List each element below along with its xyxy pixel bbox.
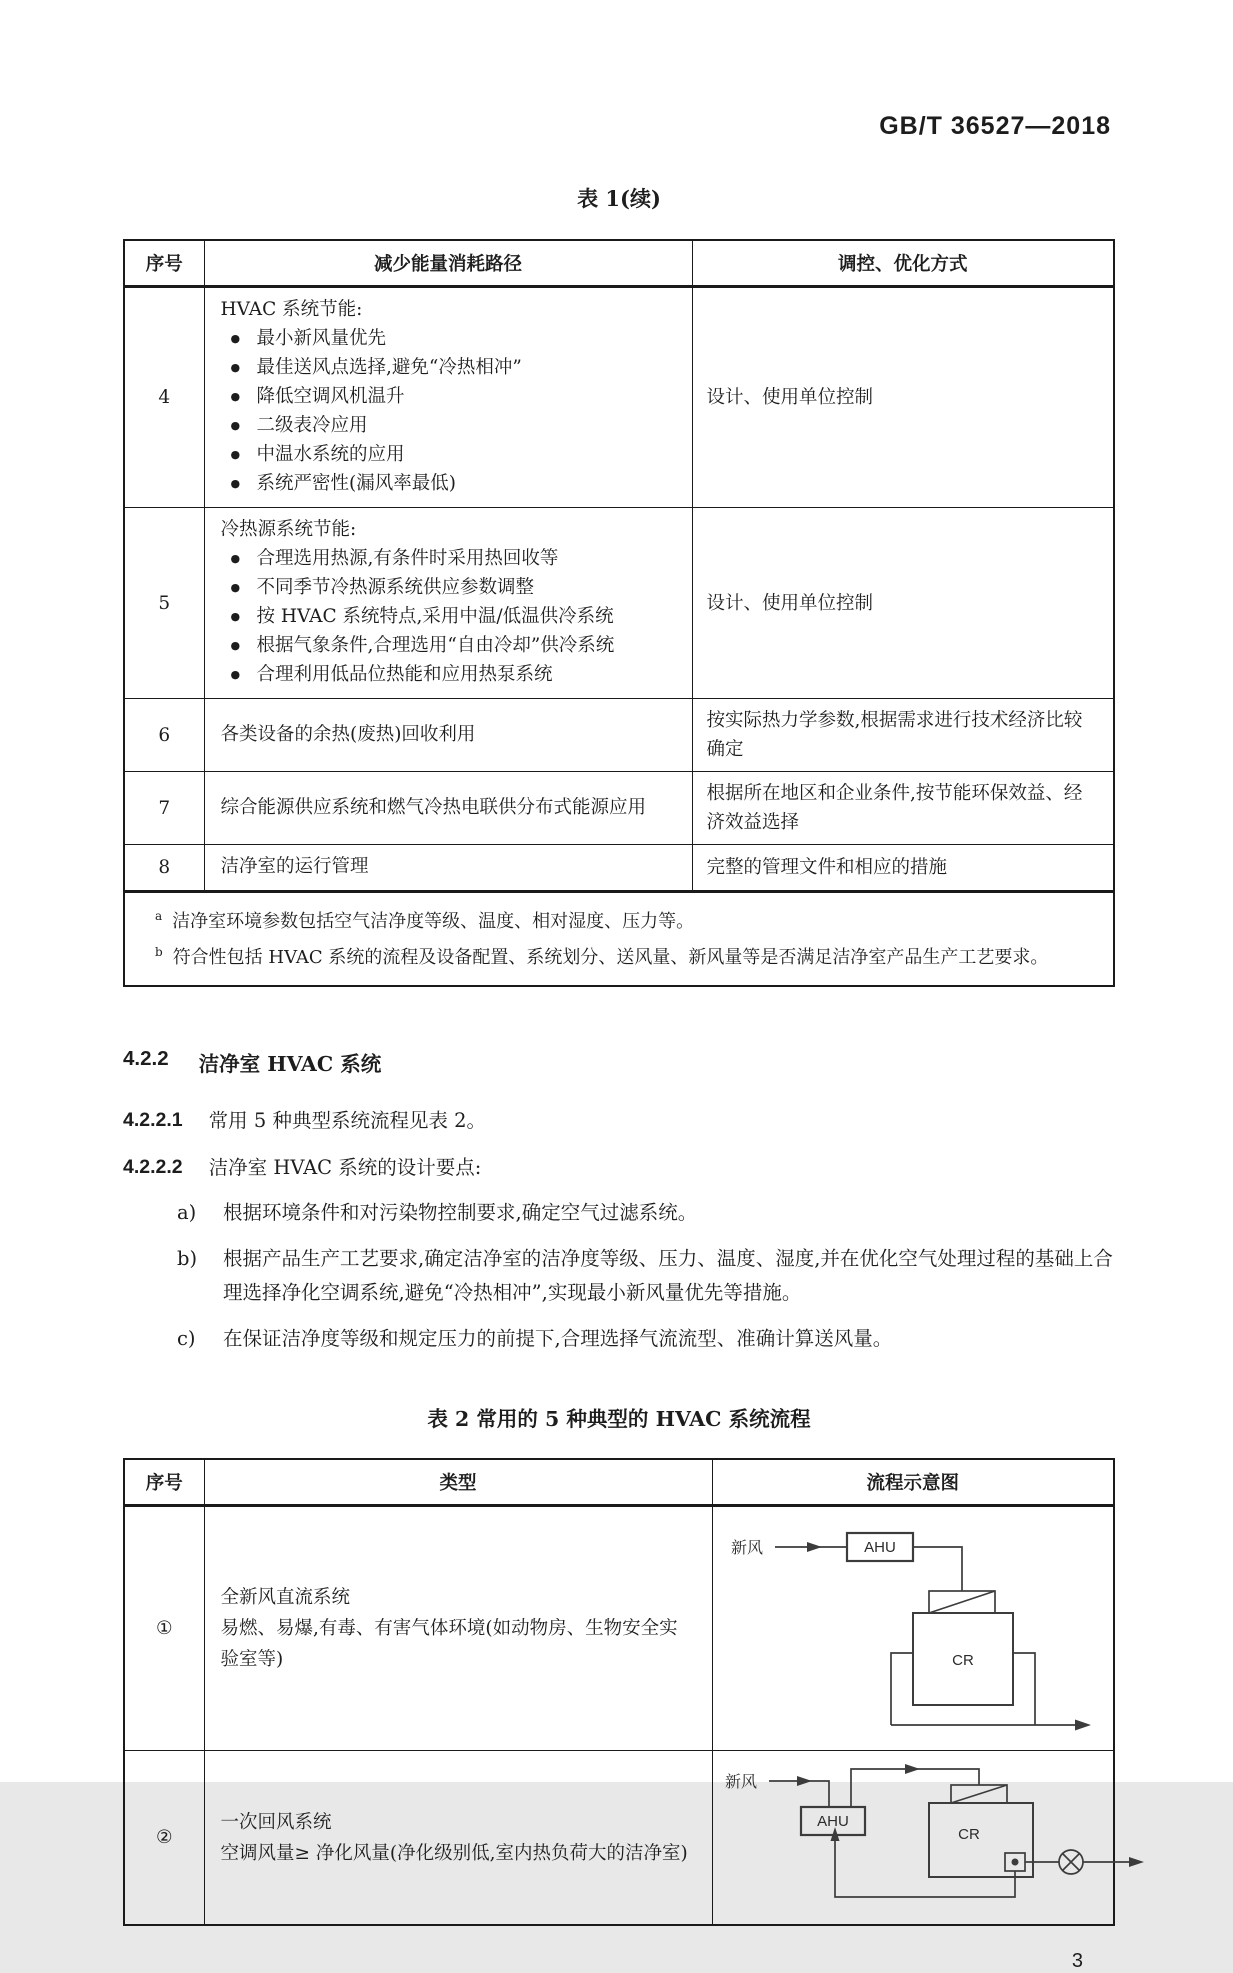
row-type-cell [204,1506,712,1751]
bullet-item [221,382,678,411]
bullet-icon: ● [230,390,241,403]
table1 [123,239,1115,987]
bullet-item [221,469,678,498]
list-marker: c) [177,1327,196,1350]
paragraph-text: 常用 5 种典型系统流程见表 2。 [208,1109,487,1132]
table-row [124,772,1114,845]
bullet-icon: ● [230,361,241,374]
once-through-system-diagram [717,1513,1115,1739]
list-marker: b) [177,1247,198,1270]
bullet-item [221,573,678,602]
row-path-cell: 洁净室的运行管理 [204,845,692,892]
fresh-air-label: 新风 [730,1538,763,1557]
bullet-text: 最小新风量优先 [256,328,387,349]
footnote-marker: a [155,909,163,923]
type-desc: 空调风量≥ 净化风量(净化级别低,室内热负荷大的洁净室) [220,1842,688,1864]
bullet-text: 降低空调风机温升 [256,386,405,407]
section-heading-422 [123,1047,1115,1077]
row-path-cell: 各类设备的余热(废热)回收利用 [204,699,692,772]
bullet-text: 二级表冷应用 [256,415,368,436]
table2 [123,1458,1115,1926]
row-num: 7 [124,772,204,845]
bullet-item [221,631,678,660]
type-desc: 易燃、易爆,有毒、有害气体环境(如动物房、生物安全实验室等) [220,1618,678,1670]
type-title: 全新风直流系统 [220,1587,351,1608]
row-method: 按实际热力学参数,根据需求进行技术经济比较确定 [692,699,1114,772]
row-method: 设计、使用单位控制 [692,508,1114,699]
table2-header-row [124,1459,1114,1506]
paragraph-4221 [123,1104,1115,1137]
paragraph-text: 洁净室 HVAC 系统的设计要点: [208,1156,482,1179]
table1-header-num: 序号 [124,240,204,287]
table2-header-diagram: 流程示意图 [712,1459,1114,1506]
list-item [123,1242,1115,1310]
footnote-a [155,901,1099,937]
type-title: 一次回风系统 [220,1811,332,1833]
list-text: 根据环境条件和对污染物控制要求,确定空气过滤系统。 [223,1201,698,1224]
table2-header-type: 类型 [204,1459,712,1506]
bullet-item [221,544,678,573]
row-num: 6 [124,699,204,772]
cr-label: CR [951,1652,974,1669]
bullet-text: 不同季节冷热源系统供应参数调整 [256,577,535,598]
table1-title: 表 1(续) [577,186,661,211]
bullet-icon: ● [230,332,241,345]
arrow-icon [1129,1857,1144,1867]
list-item [123,1322,1115,1356]
list-text: 根据产品生产工艺要求,确定洁净室的洁净度等级、压力、温度、湿度,并在优化空气处理过程的基础上合理选择净化空调系统,避免“冷热相冲”,实现最小新风量优先等措施。 [223,1247,1113,1304]
bullet-text: 最佳送风点选择,避免“冷热相冲” [256,357,522,378]
table1-header-method: 调控、优化方式 [692,240,1114,287]
arrow-icon [797,1776,812,1786]
footnote-marker: b [155,945,163,959]
bullet-item [221,353,678,382]
bullet-text: 合理选用热源,有条件时采用热回收等 [256,548,559,569]
footnote-row [124,892,1114,987]
table-row [124,699,1114,772]
ahu-label: AHU [816,1813,849,1830]
row-num: 4 [124,287,204,508]
bullet-text: 按 HVAC 系统特点,采用中温/低温供冷系统 [256,606,614,627]
bullet-icon: ● [230,448,241,461]
table-row [124,1506,1114,1751]
row-path-cell [204,508,692,699]
path-title: HVAC 系统节能: [220,299,363,320]
table1-header-path: 减少能量消耗路径 [204,240,692,287]
bullet-text: 合理利用低品位热能和应用热泵系统 [256,664,553,685]
row-num: 5 [124,508,204,699]
footnote-text: 洁净室环境参数包括空气洁净度等级、温度、相对湿度、压力等。 [172,911,695,932]
row-type-cell [204,1751,712,1926]
footnote-cell [124,892,1114,987]
path-title: 冷热源系统节能: [220,519,357,540]
table2-header-num: 序号 [124,1459,204,1506]
footnote-text: 符合性包括 HVAC 系统的流程及设备配置、系统划分、送风量、新风量等是否满足洁净室产品生产工艺要求。 [172,947,1049,968]
section-title: 洁净室 HVAC 系统 [198,1052,382,1076]
arrow-icon [807,1542,822,1552]
arrow-icon [905,1764,920,1774]
primary-return-air-system-diagram [717,1757,1147,1913]
table-row [124,845,1114,892]
bullet-icon: ● [230,610,241,623]
section-number: 4.2.2 [123,1047,169,1070]
bullet-icon: ● [230,419,241,432]
table-row [124,1751,1114,1926]
row-path-cell [204,287,692,508]
fresh-air-label: 新风 [724,1772,757,1791]
flow-diagram-1 [712,1506,1114,1751]
footnote-b [155,937,1099,973]
bullet-item [221,411,678,440]
row-method: 根据所在地区和企业条件,按节能环保效益、经济效益选择 [692,772,1114,845]
bullet-item [221,324,678,353]
table1-header-row [124,240,1114,287]
bullet-text: 根据气象条件,合理选用“自由冷却”供冷系统 [256,635,615,656]
row-method: 设计、使用单位控制 [692,287,1114,508]
row-num: 8 [124,845,204,892]
paragraph-4222 [123,1151,1115,1184]
list-text: 在保证洁净度等级和规定压力的前提下,合理选择气流流型、准确计算送风量。 [223,1327,893,1350]
bullet-icon: ● [230,477,241,490]
bullet-icon: ● [230,552,241,565]
flow-diagram-2 [712,1751,1114,1926]
table-row [124,508,1114,699]
paragraph-number: 4.2.2.1 [123,1109,183,1131]
row-num: ① [124,1506,204,1751]
standard-code: GB/T 36527—2018 [879,112,1111,140]
bullet-icon: ● [230,668,241,681]
arrow-icon [1075,1720,1091,1731]
bullet-icon: ● [230,581,241,594]
cleanroom-box [929,1803,1033,1877]
bullet-icon: ● [230,639,241,652]
list-item [123,1196,1115,1230]
bullet-item [221,440,678,469]
bullet-text: 系统严密性(漏风率最低) [256,473,456,494]
ahu-label: AHU [863,1539,896,1556]
page-number: 3 [1071,1950,1083,1972]
table-row [124,287,1114,508]
list-marker: a) [177,1201,197,1224]
row-num: ② [124,1751,204,1926]
table2-title: 表 2 常用的 5 种典型的 HVAC 系统流程 [427,1407,811,1431]
bullet-text: 中温水系统的应用 [256,444,405,465]
bullet-item [221,660,678,689]
bullet-item [221,602,678,631]
row-path-cell: 综合能源供应系统和燃气冷热电联供分布式能源应用 [204,772,692,845]
row-method: 完整的管理文件和相应的措施 [692,845,1114,892]
paragraph-number: 4.2.2.2 [123,1156,183,1178]
cr-label: CR [957,1826,980,1843]
